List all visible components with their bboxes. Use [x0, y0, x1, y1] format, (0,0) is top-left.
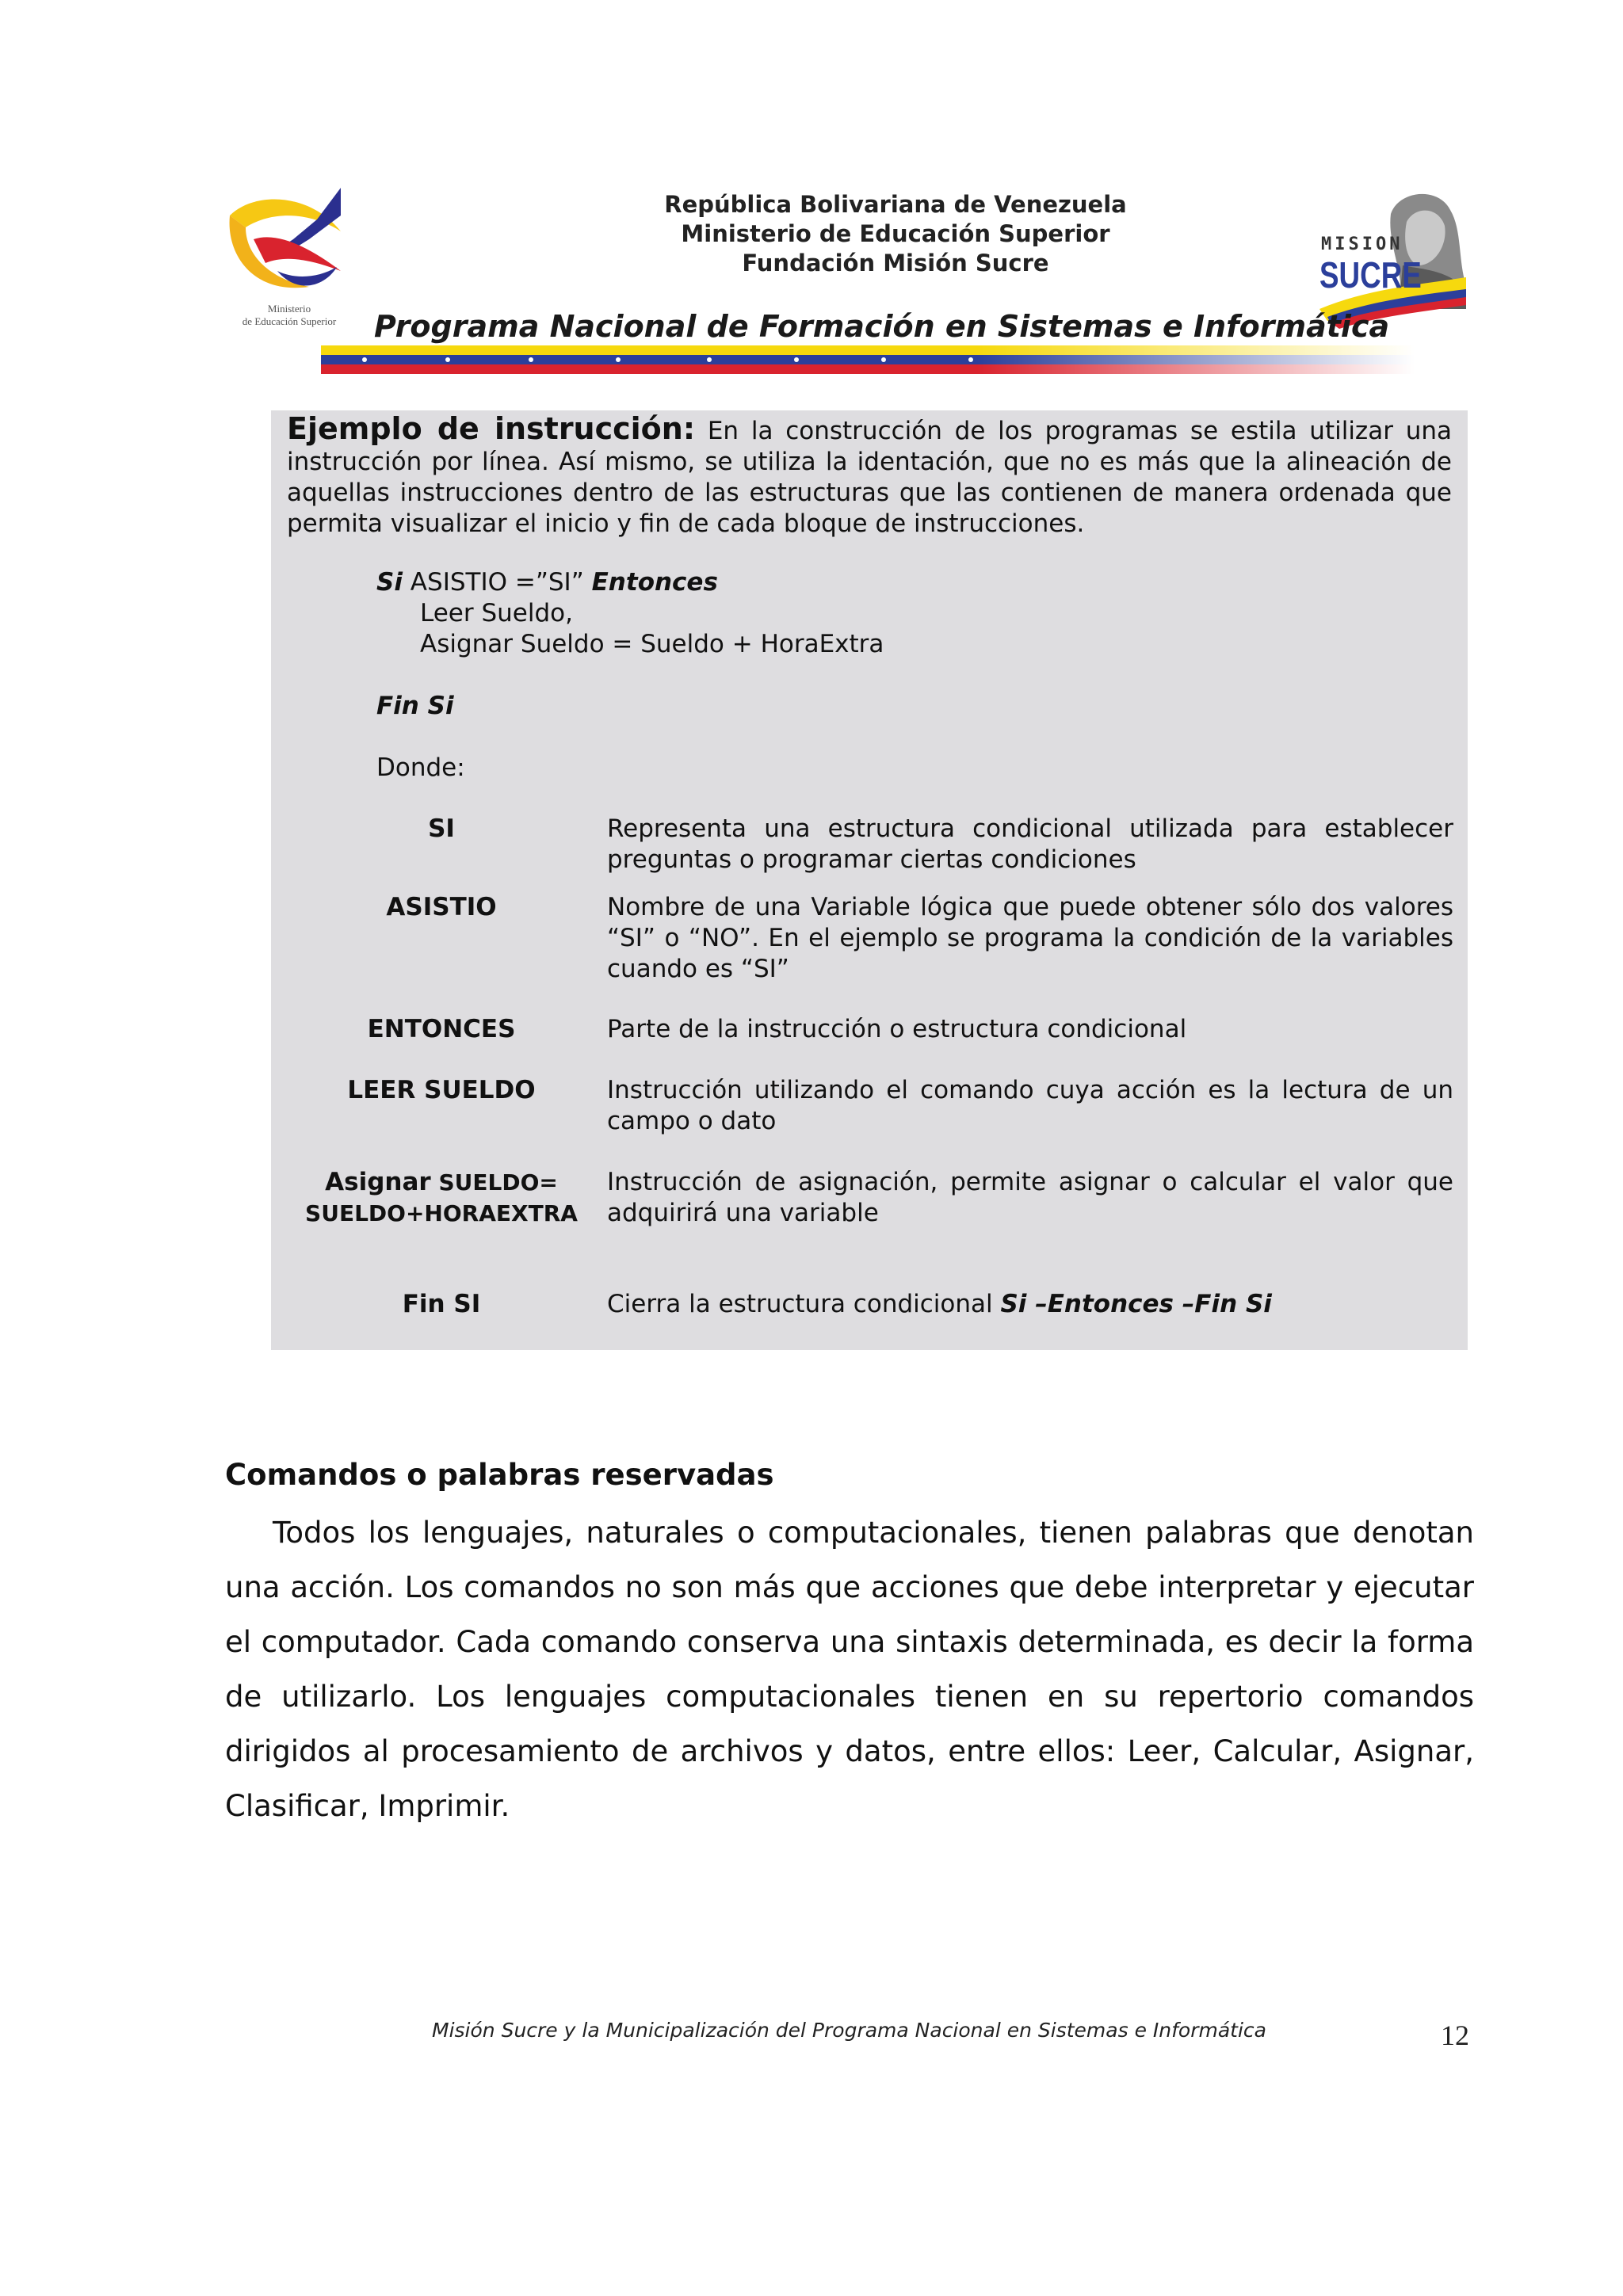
term-asistio: ASISTIO [386, 893, 497, 921]
donde-label: Donde: [376, 753, 465, 782]
code-si-keyword: Si [376, 568, 403, 597]
code-condition: ASISTIO =”SI” [402, 568, 592, 597]
mision-sucre-logo [1319, 190, 1470, 329]
term-entonces: ENTONCES [367, 1015, 516, 1043]
header-line-1: República Bolivariana de Venezuela [664, 191, 1127, 218]
program-title: Programa Nacional de Formación en Sistemas e Informática [374, 309, 1390, 344]
ministry-logo [222, 184, 357, 334]
term-si: SI [428, 814, 455, 843]
term-asignar-word: Asignar [325, 1168, 431, 1196]
logo-sucre-text: SUCRE [1319, 254, 1422, 296]
footer-text: Misión Sucre y la Municipalización del Programa Nacional en Sistemas e Informática [432, 2019, 1266, 2042]
term-asignar-sueldo: SUELDO= [430, 1169, 558, 1196]
code-line-1 [376, 567, 718, 598]
term-fin-si: Fin SI [402, 1290, 481, 1318]
desc-si: Representa una estructura condicional utilizada para establecer preguntas o programar ciertas condiciones [607, 814, 1453, 874]
code-line-2: Leer Sueldo, [420, 599, 573, 627]
header-line-2: Ministerio de Educación Superior [681, 220, 1110, 247]
example-lead: Ejemplo de instrucción: [287, 411, 696, 446]
desc-entonces: Parte de la instrucción o estructura condicional [607, 1015, 1187, 1043]
logo-caption-1: Ministerio [267, 303, 311, 315]
desc-fin-si [607, 1289, 1453, 1320]
logo-caption-2: de Educación Superior [242, 315, 337, 327]
section-heading: Comandos o palabras reservadas [225, 1458, 774, 1492]
code-line-3: Asignar Sueldo = Sueldo + HoraExtra [420, 630, 884, 658]
term-asignar-expr: SUELDO+HORAEXTRA [305, 1200, 578, 1226]
section-paragraph: Todos los lenguajes, naturales o computacionales, tienen palabras que denotan una acción. Los comandos no son más que acciones que debe interpretar y ejecutar el computador. Cada comando conserva una sintaxis determinada, es decir la forma de utilizarlo. Los lenguajes computacionales tienen en su repertorio comandos dirigidos al procesamiento de archivos y datos, entre ellos: Leer, Calcular, Asignar, Clasificar, Imprimir. [225, 1516, 1474, 1823]
term-leer-sueldo: LEER SUELDO [347, 1076, 536, 1104]
desc-fin-si-keywords: Si –Entonces –Fin Si [1000, 1290, 1272, 1318]
desc-leer-sueldo: Instrucción utilizando el comando cuya acción es la lectura de un campo o dato [607, 1076, 1453, 1135]
desc-asistio: Nombre de una Variable lógica que puede obtener sólo dos valores “SI” o “NO”. En el ejemplo se programa la condición de la variables cuando es “SI” [607, 893, 1453, 983]
example-paragraph [287, 411, 1453, 540]
term-asignar [295, 1167, 588, 1229]
desc-asignar: Instrucción de asignación, permite asignar o calcular el valor que adquirirá una variable [607, 1168, 1453, 1227]
desc-fin-si-text: Cierra la estructura condicional [607, 1290, 1001, 1318]
header-line-3: Fundación Misión Sucre [742, 250, 1049, 277]
ministry-logo-graphic [222, 184, 357, 303]
flag-bar [321, 345, 1415, 374]
code-fin-si: Fin Si [376, 692, 454, 720]
logo-mision-text: MISION [1321, 235, 1403, 254]
header-block [618, 190, 1173, 278]
page-number: 12 [1441, 2019, 1469, 2051]
code-entonces-keyword: Entonces [591, 568, 718, 597]
example-text: En la construcción de los programas se estila utilizar una instrucción por línea. Así mismo, se utiliza la identación, que no es más que la alineación de aquellas instrucciones dentro de las estructuras que las contienen de manera ordenada que permita visualizar el inicio y fin de cada bloque de instrucciones. [287, 417, 1453, 538]
